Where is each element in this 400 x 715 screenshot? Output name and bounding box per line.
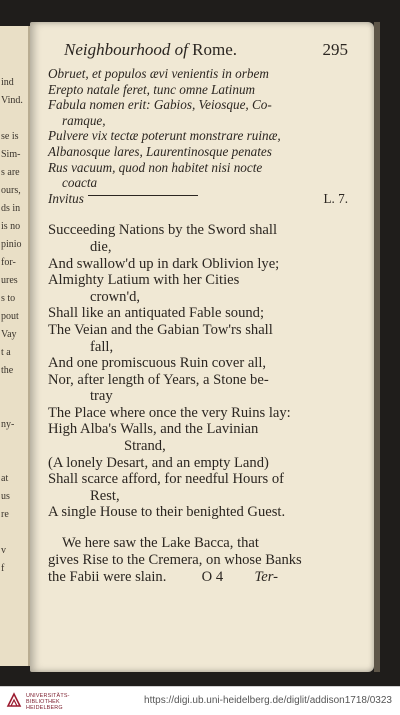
facing-page-fragment: Vay — [1, 329, 17, 340]
facing-page-fragment: se is — [1, 131, 19, 142]
verse-line: And one promiscuous Ruin cover all, — [48, 355, 267, 372]
facing-page-fragment: the — [1, 365, 14, 376]
citation-ref: L. 7. — [323, 190, 348, 206]
running-head — [48, 40, 348, 62]
verse-line: (A lonely Desart, and an empty Land) — [48, 454, 269, 471]
prose-paragraph — [48, 535, 348, 586]
running-head-title: Neighbourhood of Rome. — [64, 40, 237, 59]
verse-line: fall, — [90, 338, 114, 355]
latin-line: Pulvere vix tectæ poterunt monstrare ruinæ, — [48, 128, 281, 144]
facing-page-fragment: at — [1, 473, 9, 484]
latin-line: Rus vacuum, quod non habitet nisi nocte — [48, 159, 263, 175]
facing-page-fragment: ind — [1, 77, 14, 88]
dash-rule — [88, 195, 198, 196]
latin-quotation — [48, 66, 348, 206]
page-number: 295 — [322, 40, 348, 59]
signature-mark: O 4 — [201, 569, 224, 586]
verse-line: Strand, — [124, 438, 166, 455]
latin-line: Albanosque lares, Laurentinosque penates — [48, 143, 272, 159]
latin-line: Obruet, et populos ævi venientis in orbem — [48, 66, 269, 81]
verse-line: High Alba's Walls, and the Lavinian — [48, 421, 259, 438]
page-edge-shadow — [374, 22, 380, 672]
catchword: Ter- — [254, 569, 278, 586]
facing-page-fragment: s to — [1, 293, 16, 304]
prose-line: We here saw the Lake Bacca, that — [62, 535, 259, 552]
facing-page-fragment: Sim- — [1, 149, 21, 160]
verse-line: The Veian and the Gabian Tow'rs shall — [48, 321, 273, 338]
verse-line: Rest, — [90, 487, 120, 504]
facing-page-fragment: ours, — [1, 185, 21, 196]
verse-line: tray — [90, 388, 113, 405]
facing-page-fragment: is no — [1, 221, 21, 232]
latin-line: coacta — [62, 175, 98, 191]
facing-page-fragment: ny- — [1, 419, 15, 430]
facing-page-fragment: t a — [1, 347, 11, 358]
permalink-url[interactable]: https://digi.ub.uni-heidelberg.de/diglit/addison1718/0323 — [144, 695, 392, 706]
verse-line: And swallow'd up in dark Oblivion lye; — [48, 255, 280, 272]
latin-line: Erepto natale feret, tunc omne Latinum — [48, 81, 256, 97]
verse-line: Almighty Latium with her Cities — [48, 272, 240, 289]
facing-page-edge — [0, 26, 30, 666]
verse-line: Succeeding Nations by the Sword shall — [48, 222, 278, 239]
facing-page-fragment: Vind. — [1, 95, 23, 106]
facing-page-fragment: f — [1, 563, 5, 574]
facing-page-fragment: ds in — [1, 203, 21, 214]
viewer-footer — [0, 686, 400, 715]
latin-line-invitus: Invitus L. 7. — [48, 190, 348, 206]
verse-line: die, — [90, 238, 112, 255]
book-page — [30, 22, 374, 672]
prose-line: gives Rise to the Cremera, on whose Banks — [48, 552, 302, 569]
latin-line: ramque, — [62, 112, 106, 128]
facing-page-fragment: s are — [1, 167, 20, 178]
verse-line: The Place where once the very Ruins lay: — [48, 404, 291, 421]
facing-page-fragment: pinio — [1, 239, 22, 250]
facing-page-fragment: ures — [1, 275, 18, 286]
english-verse — [48, 222, 348, 521]
facing-page-fragment: pout — [1, 311, 19, 322]
verse-line: crown'd, — [90, 288, 141, 305]
page-text — [48, 40, 348, 586]
latin-line: Fabula nomen erit: Gabios, Veiosque, Co- — [48, 97, 272, 113]
verse-line: Shall like an antiquated Fable sound; — [48, 305, 265, 322]
facing-page-fragment: us — [1, 491, 10, 502]
library-name: UNIVERSITÄTS- BIBLIOTHEK HEIDELBERG — [26, 693, 70, 711]
facing-page-fragment: v — [1, 545, 6, 556]
verse-line: A single House to their benighted Guest. — [48, 504, 286, 521]
facing-page-fragment: for- — [1, 257, 16, 268]
verse-line: Shall scarce afford, for needful Hours of — [48, 471, 284, 488]
facing-page-fragment: re — [1, 509, 9, 520]
verse-line: Nor, after length of Years, a Stone be- — [48, 371, 269, 388]
library-logo-icon — [6, 692, 22, 708]
prose-line-last: the Fabii were slain. O 4 Ter- — [48, 569, 278, 586]
